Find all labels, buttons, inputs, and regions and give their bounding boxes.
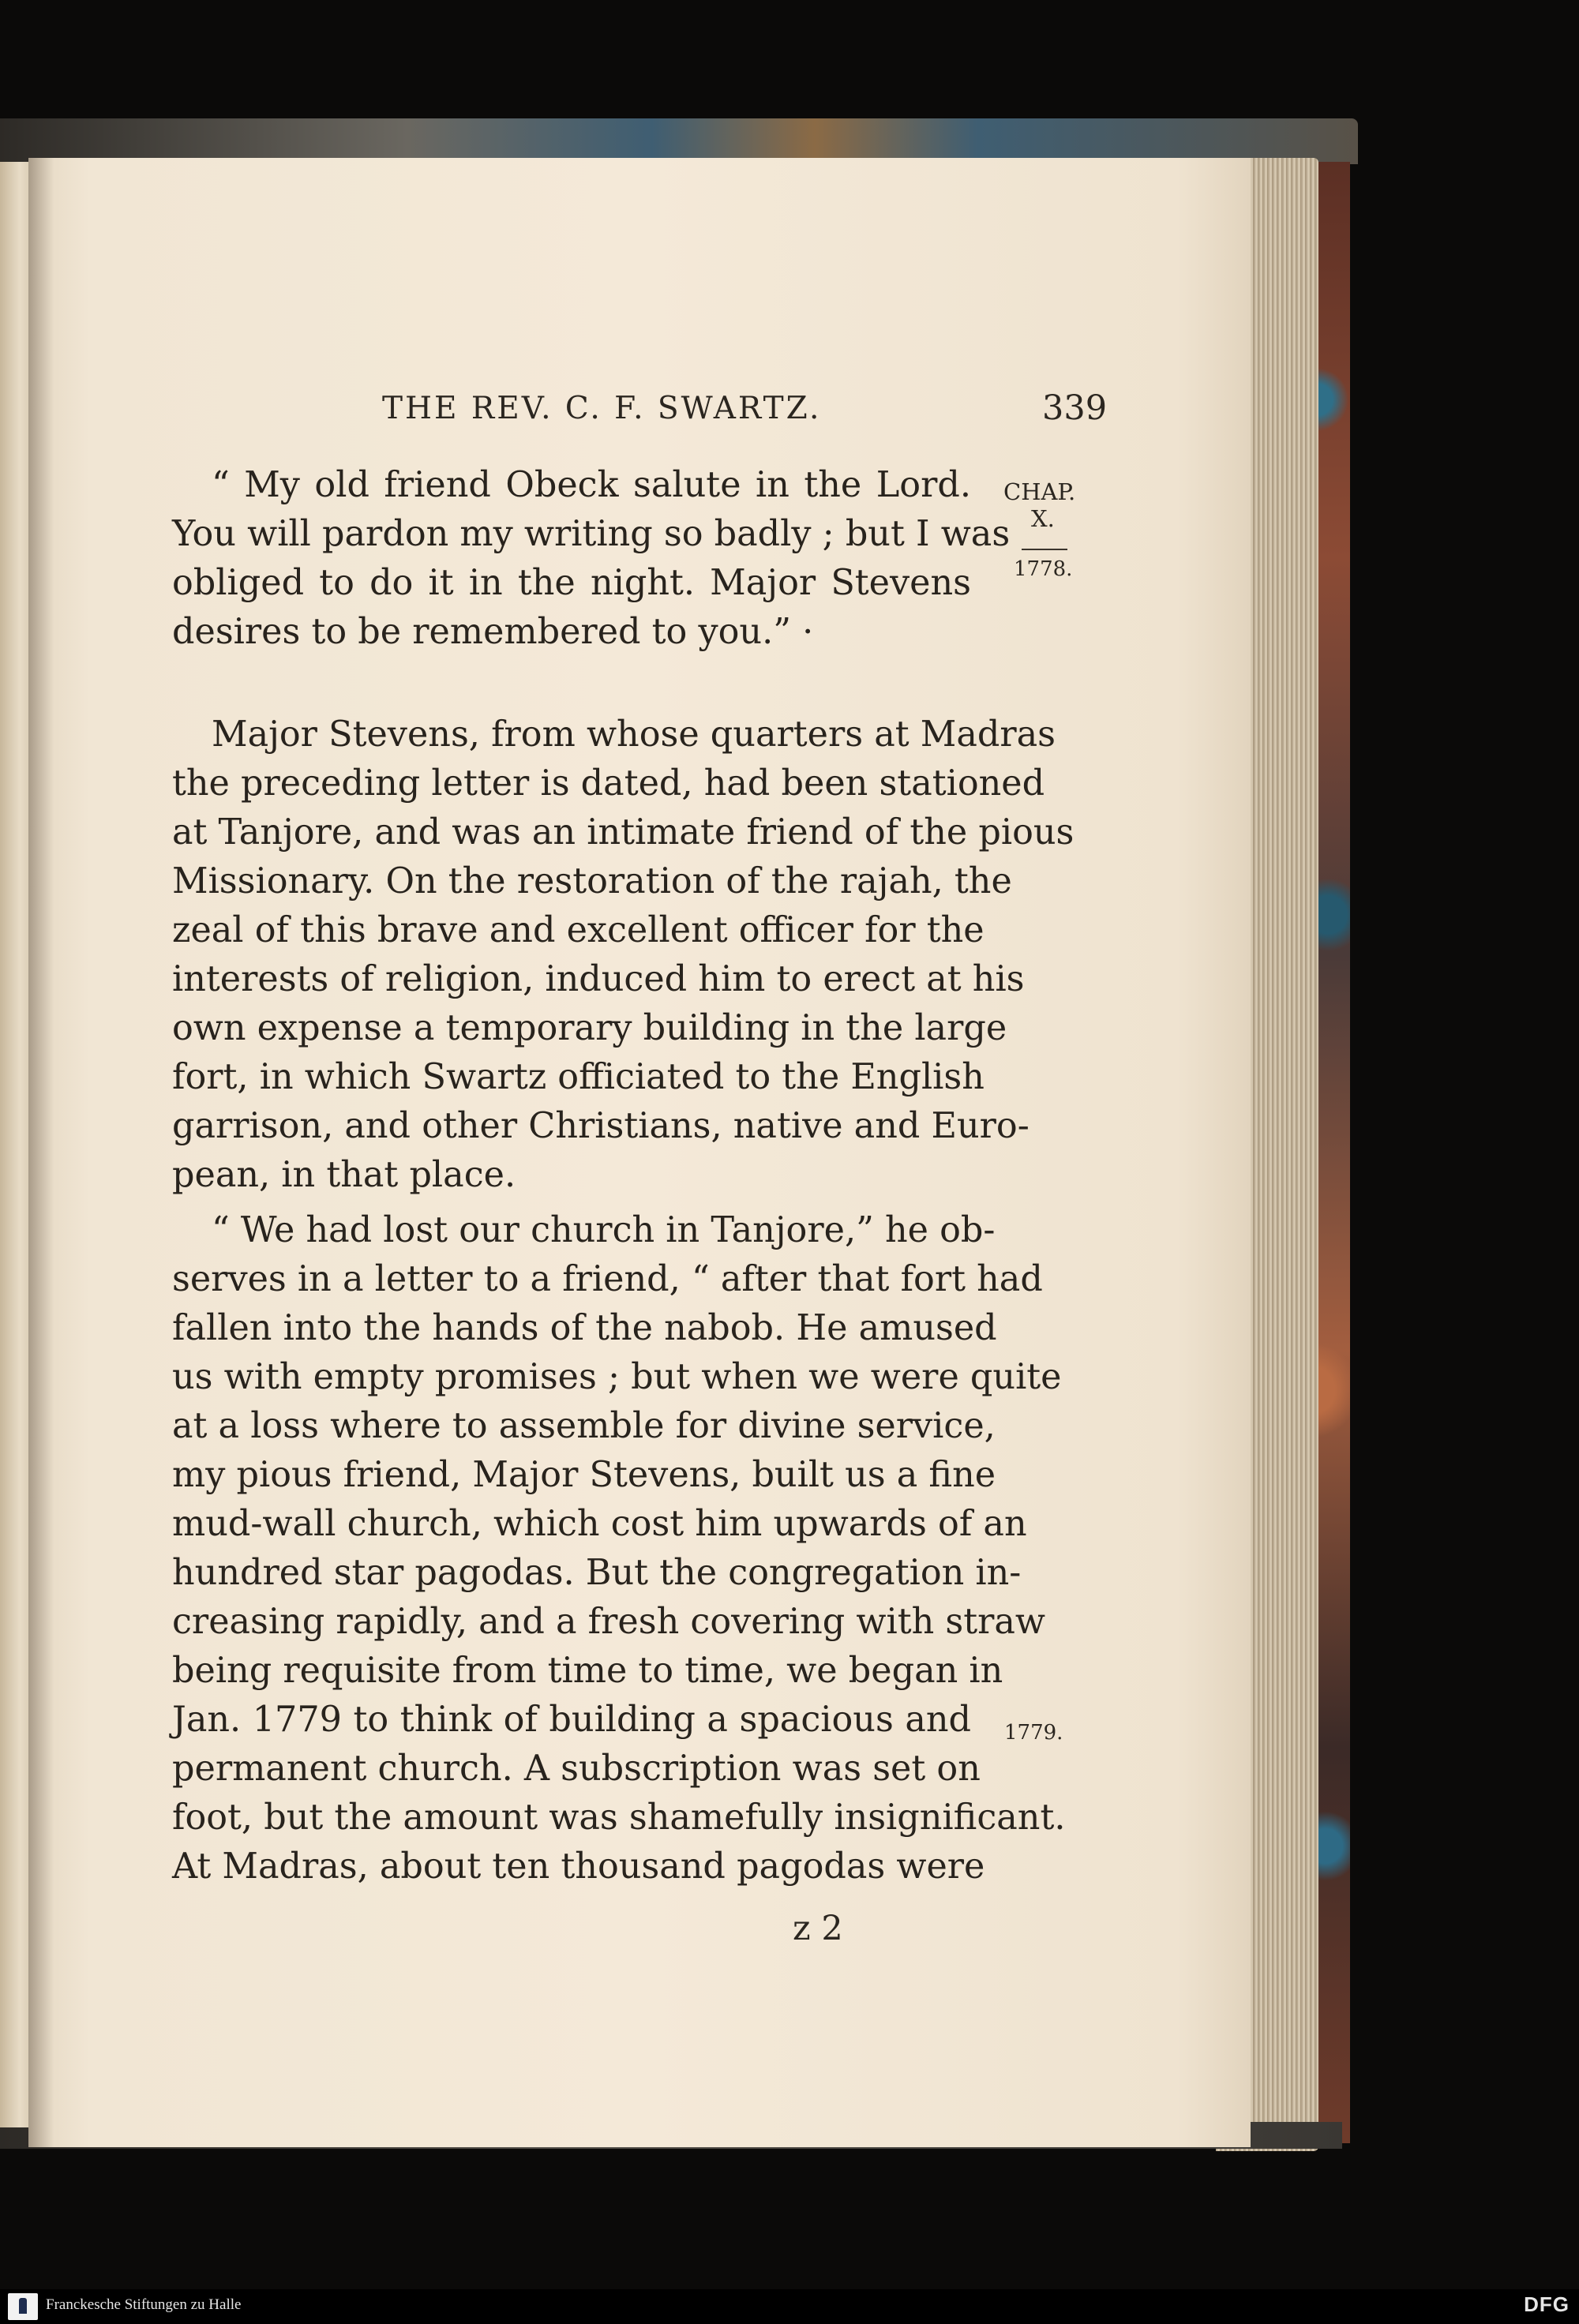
text-line: Jan. 1779 to think of building a spacious and	[172, 1700, 971, 1740]
text-line: own expense a temporary building in the large	[172, 1008, 1007, 1048]
text-line: at Tanjore, and was an intimate friend of the pious	[172, 812, 1075, 853]
text-line: zeal of this brave and excellent officer for the	[172, 910, 985, 950]
text-line: At Madras, about ten thousand pagodas were	[172, 1846, 985, 1887]
text-line: serves in a letter to a friend, “ after that fort had	[172, 1259, 1043, 1299]
text-line: mud-wall church, which cost him upwards of an	[172, 1504, 1027, 1544]
text-line: “ My old friend Obeck salute in the Lord.	[212, 465, 971, 505]
text-line: us with empty promises ; but when we were quite	[172, 1357, 1062, 1397]
text-line: foot, but the amount was shamefully insignificant.	[172, 1797, 1066, 1838]
gutter-shadow	[28, 158, 54, 2147]
text-line: being requisite from time to time, we began in	[172, 1651, 1003, 1691]
institution-logo-icon	[8, 2293, 38, 2320]
text-line: creasing rapidly, and a fresh covering with straw	[172, 1602, 1046, 1642]
text-line: permanent church. A subscription was set on	[172, 1749, 981, 1789]
text-line: at a loss where to assemble for divine service,	[172, 1406, 996, 1446]
text-line: fort, in which Swartz officiated to the English	[172, 1057, 985, 1097]
margin-note-chap: CHAP.	[1003, 478, 1076, 505]
margin-note-year-1778: 1778.	[1014, 557, 1073, 581]
text-line: fallen into the hands of the nabob. He amused	[172, 1308, 997, 1348]
text-line: the preceding letter is dated, had been stationed	[172, 763, 1045, 804]
dfg-logo: DFG	[1524, 2292, 1570, 2316]
margin-note-year-1779: 1779.	[1004, 1721, 1063, 1745]
text-line: obliged to do it in the night. Major Stevens	[172, 563, 971, 603]
text-line: interests of religion, induced him to erect at his	[172, 959, 1025, 999]
text-line: desires to be remembered to you.” ·	[172, 612, 814, 652]
text-line: my pious friend, Major Stevens, built us a fine	[172, 1455, 996, 1495]
text-line: Missionary. On the restoration of the rajah, the	[172, 861, 1012, 901]
text-line: “ We had lost our church in Tanjore,” he ob-	[212, 1210, 996, 1250]
text-line: pean, in that place.	[172, 1155, 516, 1195]
footer-institution: Franckesche Stiftungen zu Halle	[46, 2296, 242, 2313]
signature-mark: z 2	[793, 1909, 843, 1948]
text-line: You will pardon my writing so badly ; but I was	[172, 514, 1011, 554]
text-line: hundred star pagodas. But the congregation in-	[172, 1553, 1022, 1593]
text-line: Major Stevens, from whose quarters at Madras	[212, 714, 1056, 755]
margin-note-chap-number: X.	[1031, 505, 1055, 532]
text-line: garrison, and other Christians, native and Euro-	[172, 1106, 1030, 1146]
margin-rule	[1022, 549, 1067, 550]
running-head: THE REV. C. F. SWARTZ.	[382, 391, 822, 426]
page-number: 339	[1042, 388, 1108, 428]
